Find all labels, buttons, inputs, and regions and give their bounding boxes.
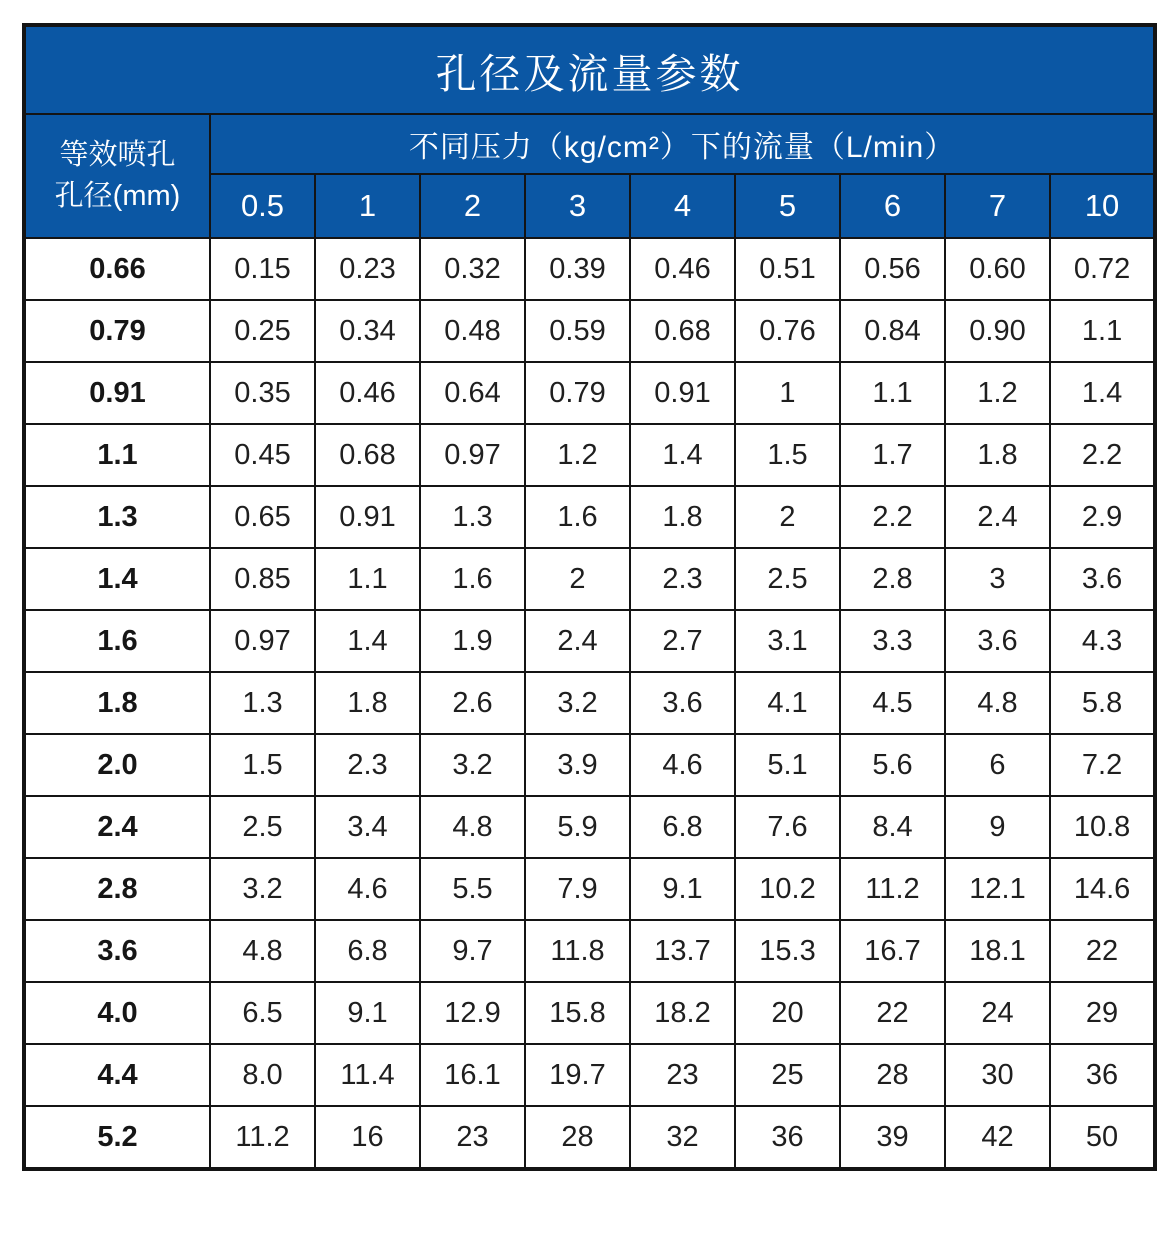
diameter-cell: 3.6 xyxy=(24,920,210,982)
flow-value-cell: 3.1 xyxy=(735,610,840,672)
flow-value-cell: 22 xyxy=(840,982,945,1044)
flow-value-cell: 1.1 xyxy=(1050,300,1155,362)
flow-value-cell: 5.9 xyxy=(525,796,630,858)
flow-value-cell: 3.4 xyxy=(315,796,420,858)
pressure-column-header: 7 xyxy=(945,174,1050,238)
flow-value-cell: 1.1 xyxy=(840,362,945,424)
table-row xyxy=(24,610,1155,672)
flow-value-cell: 2.4 xyxy=(945,486,1050,548)
flow-value-cell: 0.35 xyxy=(210,362,315,424)
flow-value-cell: 0.91 xyxy=(315,486,420,548)
flow-value-cell: 28 xyxy=(525,1106,630,1169)
flow-value-cell: 0.56 xyxy=(840,238,945,300)
flow-value-cell: 1.4 xyxy=(315,610,420,672)
diameter-cell: 4.4 xyxy=(24,1044,210,1106)
table-row xyxy=(24,362,1155,424)
diameter-cell: 1.4 xyxy=(24,548,210,610)
table-body xyxy=(24,238,1155,1169)
flow-value-cell: 29 xyxy=(1050,982,1155,1044)
flow-value-cell: 8.4 xyxy=(840,796,945,858)
flow-value-cell: 1.3 xyxy=(210,672,315,734)
flow-value-cell: 42 xyxy=(945,1106,1050,1169)
flow-value-cell: 4.6 xyxy=(630,734,735,796)
flow-value-cell: 36 xyxy=(735,1106,840,1169)
flow-value-cell: 11.2 xyxy=(210,1106,315,1169)
flow-value-cell: 0.45 xyxy=(210,424,315,486)
pressure-column-header: 5 xyxy=(735,174,840,238)
flow-value-cell: 23 xyxy=(630,1044,735,1106)
flow-value-cell: 3.2 xyxy=(525,672,630,734)
flow-value-cell: 1.2 xyxy=(945,362,1050,424)
flow-value-cell: 3.6 xyxy=(945,610,1050,672)
flow-value-cell: 4.8 xyxy=(945,672,1050,734)
flow-value-cell: 50 xyxy=(1050,1106,1155,1169)
flow-value-cell: 9.1 xyxy=(315,982,420,1044)
flow-value-cell: 11.2 xyxy=(840,858,945,920)
flow-value-cell: 0.90 xyxy=(945,300,1050,362)
pressure-column-header: 3 xyxy=(525,174,630,238)
flow-value-cell: 4.1 xyxy=(735,672,840,734)
flow-value-cell: 6.8 xyxy=(630,796,735,858)
flow-value-cell: 0.23 xyxy=(315,238,420,300)
flow-value-cell: 3.6 xyxy=(1050,548,1155,610)
diameter-cell: 1.1 xyxy=(24,424,210,486)
flow-value-cell: 0.46 xyxy=(630,238,735,300)
flow-value-cell: 5.5 xyxy=(420,858,525,920)
table-row xyxy=(24,672,1155,734)
flow-value-cell: 0.68 xyxy=(315,424,420,486)
flow-value-cell: 6 xyxy=(945,734,1050,796)
flow-value-cell: 12.1 xyxy=(945,858,1050,920)
flow-value-cell: 2 xyxy=(525,548,630,610)
flow-value-cell: 0.72 xyxy=(1050,238,1155,300)
flow-value-cell: 3.9 xyxy=(525,734,630,796)
flow-value-cell: 2.5 xyxy=(735,548,840,610)
table-row xyxy=(24,858,1155,920)
diameter-cell: 2.0 xyxy=(24,734,210,796)
flow-value-cell: 0.46 xyxy=(315,362,420,424)
flow-value-cell: 16.7 xyxy=(840,920,945,982)
flow-value-cell: 4.8 xyxy=(210,920,315,982)
flow-value-cell: 2.9 xyxy=(1050,486,1155,548)
table-row xyxy=(24,982,1155,1044)
diameter-cell: 2.8 xyxy=(24,858,210,920)
flow-value-cell: 4.6 xyxy=(315,858,420,920)
flow-value-cell: 32 xyxy=(630,1106,735,1169)
flow-value-cell: 3.3 xyxy=(840,610,945,672)
flow-value-cell: 3 xyxy=(945,548,1050,610)
flow-value-cell: 0.34 xyxy=(315,300,420,362)
flow-value-cell: 1.6 xyxy=(525,486,630,548)
flow-value-cell: 2.4 xyxy=(525,610,630,672)
flow-value-cell: 3.6 xyxy=(630,672,735,734)
flow-value-cell: 25 xyxy=(735,1044,840,1106)
flow-value-cell: 2 xyxy=(735,486,840,548)
diameter-cell: 2.4 xyxy=(24,796,210,858)
table-row xyxy=(24,796,1155,858)
flow-value-cell: 16.1 xyxy=(420,1044,525,1106)
pressure-column-header: 10 xyxy=(1050,174,1155,238)
flow-value-cell: 4.8 xyxy=(420,796,525,858)
diameter-header-line2: 孔径(mm) xyxy=(54,180,181,212)
flow-value-cell: 5.8 xyxy=(1050,672,1155,734)
flow-value-cell: 0.15 xyxy=(210,238,315,300)
table-row xyxy=(24,920,1155,982)
flow-value-cell: 6.5 xyxy=(210,982,315,1044)
flow-value-cell: 3.2 xyxy=(210,858,315,920)
table-row xyxy=(24,238,1155,300)
table-row xyxy=(24,300,1155,362)
flow-value-cell: 4.3 xyxy=(1050,610,1155,672)
flow-value-cell: 20 xyxy=(735,982,840,1044)
diameter-cell: 4.0 xyxy=(24,982,210,1044)
flow-value-cell: 7.6 xyxy=(735,796,840,858)
flow-value-cell: 10.2 xyxy=(735,858,840,920)
flow-value-cell: 11.4 xyxy=(315,1044,420,1106)
flow-value-cell: 24 xyxy=(945,982,1050,1044)
flow-value-cell: 22 xyxy=(1050,920,1155,982)
table-row xyxy=(24,486,1155,548)
flow-value-cell: 0.84 xyxy=(840,300,945,362)
flow-value-cell: 0.39 xyxy=(525,238,630,300)
flow-value-cell: 0.64 xyxy=(420,362,525,424)
flow-value-cell: 0.97 xyxy=(210,610,315,672)
flow-value-cell: 1.4 xyxy=(630,424,735,486)
flow-value-cell: 12.9 xyxy=(420,982,525,1044)
flow-value-cell: 0.51 xyxy=(735,238,840,300)
title-row xyxy=(24,25,1155,114)
flow-value-cell: 2.6 xyxy=(420,672,525,734)
flow-value-cell: 28 xyxy=(840,1044,945,1106)
flow-value-cell: 15.8 xyxy=(525,982,630,1044)
flow-value-cell: 1.5 xyxy=(210,734,315,796)
flow-value-cell: 0.76 xyxy=(735,300,840,362)
diameter-cell: 0.79 xyxy=(24,300,210,362)
diameter-cell: 5.2 xyxy=(24,1106,210,1169)
flow-value-cell: 0.79 xyxy=(525,362,630,424)
flow-value-cell: 9 xyxy=(945,796,1050,858)
flow-value-cell: 2.2 xyxy=(840,486,945,548)
flow-value-cell: 0.85 xyxy=(210,548,315,610)
flow-value-cell: 2.3 xyxy=(630,548,735,610)
flow-value-cell: 8.0 xyxy=(210,1044,315,1106)
flow-value-cell: 5.1 xyxy=(735,734,840,796)
flow-value-cell: 2.2 xyxy=(1050,424,1155,486)
flow-value-cell: 30 xyxy=(945,1044,1050,1106)
diameter-cell: 1.3 xyxy=(24,486,210,548)
flow-value-cell: 18.1 xyxy=(945,920,1050,982)
flow-value-cell: 1.6 xyxy=(420,548,525,610)
flow-value-cell: 1.7 xyxy=(840,424,945,486)
table-row xyxy=(24,424,1155,486)
flow-value-cell: 1.8 xyxy=(315,672,420,734)
flow-value-cell: 4.5 xyxy=(840,672,945,734)
flow-value-cell: 14.6 xyxy=(1050,858,1155,920)
flow-value-cell: 1.8 xyxy=(945,424,1050,486)
group-header-row xyxy=(24,114,1155,174)
flow-value-cell: 0.32 xyxy=(420,238,525,300)
flow-value-cell: 1.3 xyxy=(420,486,525,548)
flow-value-cell: 1 xyxy=(735,362,840,424)
diameter-cell: 0.91 xyxy=(24,362,210,424)
flow-value-cell: 1.5 xyxy=(735,424,840,486)
flow-value-cell: 1.9 xyxy=(420,610,525,672)
flow-value-cell: 2.5 xyxy=(210,796,315,858)
flow-value-cell: 0.25 xyxy=(210,300,315,362)
flow-value-cell: 0.65 xyxy=(210,486,315,548)
flow-value-cell: 13.7 xyxy=(630,920,735,982)
flow-value-cell: 10.8 xyxy=(1050,796,1155,858)
flow-value-cell: 36 xyxy=(1050,1044,1155,1106)
diameter-header-line1: 等效喷孔 xyxy=(59,139,176,172)
pressure-column-header: 0.5 xyxy=(210,174,315,238)
diameter-cell: 0.66 xyxy=(24,238,210,300)
pressure-span-header: 不同压力（kg/cm²）下的流量（L/min） xyxy=(210,114,1155,174)
pressure-column-header: 1 xyxy=(315,174,420,238)
flow-value-cell: 0.91 xyxy=(630,362,735,424)
table-title: 孔径及流量参数 xyxy=(24,25,1155,114)
flow-value-cell: 0.48 xyxy=(420,300,525,362)
flow-value-cell: 1.2 xyxy=(525,424,630,486)
flow-value-cell: 16 xyxy=(315,1106,420,1169)
diameter-cell: 1.6 xyxy=(24,610,210,672)
flow-value-cell: 1.8 xyxy=(630,486,735,548)
flow-value-cell: 23 xyxy=(420,1106,525,1169)
flow-value-cell: 0.68 xyxy=(630,300,735,362)
flow-value-cell: 1.4 xyxy=(1050,362,1155,424)
flow-value-cell: 0.60 xyxy=(945,238,1050,300)
flow-spec-table xyxy=(22,23,1157,1171)
flow-value-cell: 2.8 xyxy=(840,548,945,610)
flow-value-cell: 19.7 xyxy=(525,1044,630,1106)
pressure-column-header: 2 xyxy=(420,174,525,238)
flow-value-cell: 1.1 xyxy=(315,548,420,610)
diameter-column-header xyxy=(24,114,210,238)
table-row xyxy=(24,734,1155,796)
flow-value-cell: 9.1 xyxy=(630,858,735,920)
flow-value-cell: 0.59 xyxy=(525,300,630,362)
flow-value-cell: 6.8 xyxy=(315,920,420,982)
flow-value-cell: 39 xyxy=(840,1106,945,1169)
flow-value-cell: 18.2 xyxy=(630,982,735,1044)
table-row xyxy=(24,1106,1155,1169)
pressure-column-header: 4 xyxy=(630,174,735,238)
flow-value-cell: 7.9 xyxy=(525,858,630,920)
flow-value-cell: 9.7 xyxy=(420,920,525,982)
flow-value-cell: 15.3 xyxy=(735,920,840,982)
flow-value-cell: 0.97 xyxy=(420,424,525,486)
flow-value-cell: 2.3 xyxy=(315,734,420,796)
pressure-column-header: 6 xyxy=(840,174,945,238)
flow-value-cell: 11.8 xyxy=(525,920,630,982)
flow-value-cell: 3.2 xyxy=(420,734,525,796)
table-row xyxy=(24,548,1155,610)
flow-value-cell: 5.6 xyxy=(840,734,945,796)
table-row xyxy=(24,1044,1155,1106)
flow-value-cell: 2.7 xyxy=(630,610,735,672)
diameter-cell: 1.8 xyxy=(24,672,210,734)
flow-value-cell: 7.2 xyxy=(1050,734,1155,796)
